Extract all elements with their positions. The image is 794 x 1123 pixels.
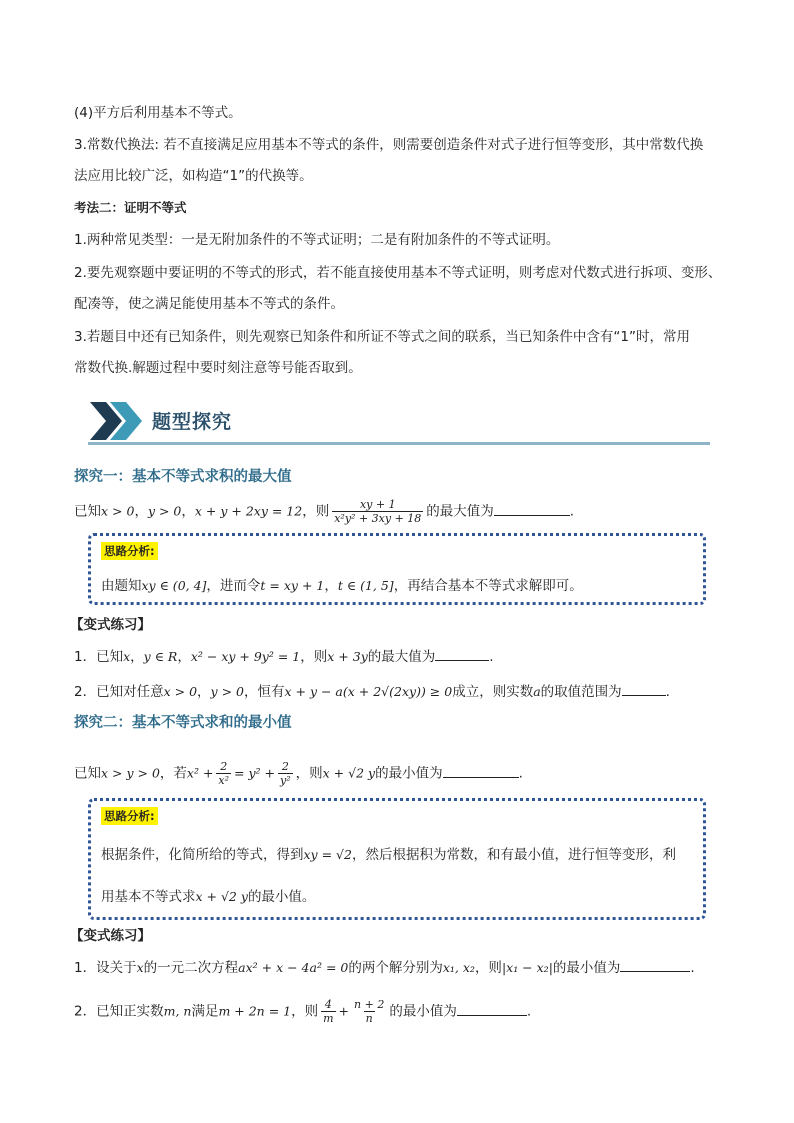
practice-2-q2: 2．已知正实数m, n满足m + 2n = 1，则 $\frac{4}{m}$ + $\frac{n + 2}{n}$ 的最小值为 . bbox=[74, 998, 532, 1025]
text: 2．已知对任意 bbox=[74, 684, 164, 700]
text: ，恒有 bbox=[243, 684, 285, 700]
answer-blank bbox=[457, 1001, 527, 1016]
method2-item-1: 1.两种常见类型：一是无附加条件的不等式证明；二是有附加条件的不等式证明。 bbox=[74, 232, 560, 248]
math: y > 0 bbox=[147, 503, 182, 519]
practice-label-1: 【变式练习】 bbox=[70, 617, 151, 633]
numerator: 2 bbox=[281, 760, 289, 773]
analysis-box-2 bbox=[88, 798, 706, 920]
math: x + √2 y bbox=[195, 889, 248, 904]
math: a bbox=[533, 684, 541, 699]
math: x > 0 bbox=[101, 503, 135, 519]
text: 根据条件，化简所给的等式，得到 bbox=[101, 847, 304, 863]
banner-title: 题型探究 bbox=[152, 411, 233, 433]
practice-2-q1: 1．设关于x的一元二次方程ax² + x − 4a² = 0的两个解分别为x₁, x₂，则|x₁ − x₂|的最小值为 . bbox=[74, 957, 695, 978]
numerator: 4 bbox=[324, 998, 332, 1011]
math: t = xy + 1 bbox=[260, 578, 325, 593]
text: 的最小值为 bbox=[552, 960, 621, 976]
math: x bbox=[123, 649, 131, 664]
math: y ∈ R bbox=[143, 649, 178, 664]
fraction bbox=[216, 760, 231, 787]
math: + bbox=[338, 1003, 350, 1019]
math: x² − xy + 9y² = 1 bbox=[190, 649, 301, 664]
exploration-1-title: 探究一：基本不等式求积的最大值 bbox=[74, 469, 292, 485]
math: x + 3y bbox=[327, 649, 368, 664]
exploration-2-title: 探究二：基本不等式求和的最小值 bbox=[74, 715, 292, 731]
numerator: xy + 1 bbox=[359, 498, 396, 511]
math: xy = √2 bbox=[303, 847, 352, 862]
text: 满足 bbox=[191, 1003, 219, 1020]
analysis-text-2b bbox=[101, 887, 315, 907]
math: x bbox=[136, 960, 144, 975]
text: 的一元二次方程 bbox=[143, 960, 239, 976]
banner-underline bbox=[88, 442, 710, 445]
method2-item-2b: 配凑等，使之满足能使用基本不等式的条件。 bbox=[74, 296, 344, 312]
math: m + 2n = 1 bbox=[218, 1003, 292, 1019]
text: ，然后根据积为常数，和有最小值，进行恒等变形，利 bbox=[351, 847, 676, 863]
math: x₁, x₂ bbox=[442, 960, 475, 975]
math: x + √2 y bbox=[322, 765, 376, 781]
math: |x₁ − x₂| bbox=[501, 960, 553, 975]
math: y > 0 bbox=[210, 684, 244, 699]
method2-item-3b: 常数代换.解题过程中要时刻注意等号能否取到。 bbox=[74, 360, 362, 376]
math: x + y + 2xy = 12 bbox=[194, 503, 303, 519]
math: x > y > 0 bbox=[101, 765, 160, 781]
text: 已知 bbox=[74, 503, 101, 520]
text: ，再结合基本不等式求解即可。 bbox=[393, 578, 583, 594]
text: ，则 bbox=[474, 960, 502, 976]
math: x > 0 bbox=[163, 684, 198, 699]
fraction bbox=[332, 498, 423, 525]
answer-blank bbox=[494, 501, 570, 516]
text: 的最大值为 bbox=[426, 503, 494, 520]
text: 的最大值为 bbox=[367, 649, 436, 665]
double-chevron-right-icon bbox=[88, 400, 144, 442]
text: 已知 bbox=[74, 765, 101, 782]
analysis-label: 思路分析: bbox=[101, 542, 158, 560]
denominator: y² bbox=[280, 774, 291, 787]
text: 1．已知 bbox=[74, 649, 124, 665]
fraction bbox=[352, 998, 386, 1025]
analysis-text-2a bbox=[101, 845, 676, 865]
method2-item-2a: 2.要先观察题中要证明的不等式的形式，若不能直接使用基本不等式证明，则考虑对代数式进行拆项、变形、 bbox=[74, 265, 722, 281]
math: x² + bbox=[186, 765, 214, 781]
practice-label-2: 【变式练习】 bbox=[70, 928, 151, 944]
answer-blank bbox=[622, 681, 666, 696]
exploration-2-problem: 已知x > y > 0，若x² + $\frac{2}{\text{x²}}$ = y² + $\frac{2}{\text{y²}}$ ，则x + √2 y的最小值为 . bbox=[74, 760, 523, 787]
math: xy ∈ (0, 4] bbox=[141, 578, 207, 593]
math: = y² + bbox=[234, 765, 276, 781]
text: 的取值范围为 bbox=[540, 684, 622, 700]
text: 的最小值为 bbox=[375, 765, 443, 782]
section-banner bbox=[88, 398, 710, 446]
numerator: n + 2 bbox=[354, 998, 385, 1011]
analysis-text-1: 由题知xy ∈ (0, 4]，进而令t = xy + 1，t ∈ (1, 5]，再结合基本不等式求解即可。 bbox=[101, 578, 583, 594]
fraction bbox=[278, 760, 293, 787]
text: ，若 bbox=[159, 765, 187, 782]
answer-blank bbox=[620, 957, 690, 972]
math: ax² + x − 4a² = 0 bbox=[238, 960, 349, 975]
text: 1．设关于 bbox=[74, 960, 137, 976]
item-3-line-b: 法应用比较广泛，如构造“1”的代换等。 bbox=[74, 168, 313, 184]
text: 的两个解分别为 bbox=[348, 960, 443, 976]
answer-blank bbox=[443, 763, 519, 778]
math: t ∈ (1, 5] bbox=[337, 578, 394, 593]
method2-title: 考法二：证明不等式 bbox=[74, 200, 187, 215]
text: ，则 bbox=[291, 1003, 319, 1020]
math: x + y − a(x + 2√(2xy)) ≥ 0 bbox=[284, 684, 453, 699]
item-4: (4)平方后利用基本不等式。 bbox=[74, 105, 242, 121]
denominator: n bbox=[365, 1012, 373, 1025]
text: ，则 bbox=[302, 503, 330, 520]
math: m, n bbox=[163, 1003, 192, 1019]
denominator: x² bbox=[218, 774, 230, 787]
text: ，则 bbox=[300, 649, 328, 665]
item-3-line-a: 3.常数代换法: 若不直接满足应用基本不等式的条件，则需要创造条件对式子进行恒等变形，其中常数代换 bbox=[74, 137, 704, 153]
analysis-box-1 bbox=[88, 533, 706, 605]
text: 用基本不等式求 bbox=[101, 889, 196, 905]
exploration-1-problem: 已知x > 0，y > 0，x + y + 2xy = 12，则 $\frac{xy + 1}{\text{x²y² + 3xy + 18}}$ 的最大值为 . bbox=[74, 498, 575, 525]
practice-1-q2: 2．已知对任意x > 0，y > 0，恒有x + y − a(x + 2√(2xy)) ≥ 0成立，则实数a的取值范围为 . bbox=[74, 681, 670, 702]
practice-1-q1: 1．已知x，y ∈ R，x² − xy + 9y² = 1，则x + 3y的最大值为 . bbox=[74, 646, 494, 667]
method2-item-3a: 3.若题目中还有已知条件，则先观察已知条件和所证不等式之间的联系，当已知条件中含有“1”时，常用 bbox=[74, 329, 690, 345]
text: 由题知 bbox=[101, 578, 142, 594]
answer-blank bbox=[435, 646, 489, 661]
analysis-label: 思路分析: bbox=[101, 807, 158, 825]
denominator: x²y² + 3xy + 18 bbox=[334, 512, 422, 525]
text: 的最小值为 bbox=[389, 1003, 457, 1020]
denominator: m bbox=[323, 1012, 334, 1025]
numerator: 2 bbox=[220, 760, 228, 773]
text: 的最小值。 bbox=[247, 889, 316, 905]
fraction bbox=[321, 998, 335, 1025]
text: 2．已知正实数 bbox=[74, 1003, 164, 1020]
text: ，进而令 bbox=[206, 578, 261, 594]
text: 成立，则实数 bbox=[452, 684, 534, 700]
text: ，则 bbox=[295, 765, 323, 782]
